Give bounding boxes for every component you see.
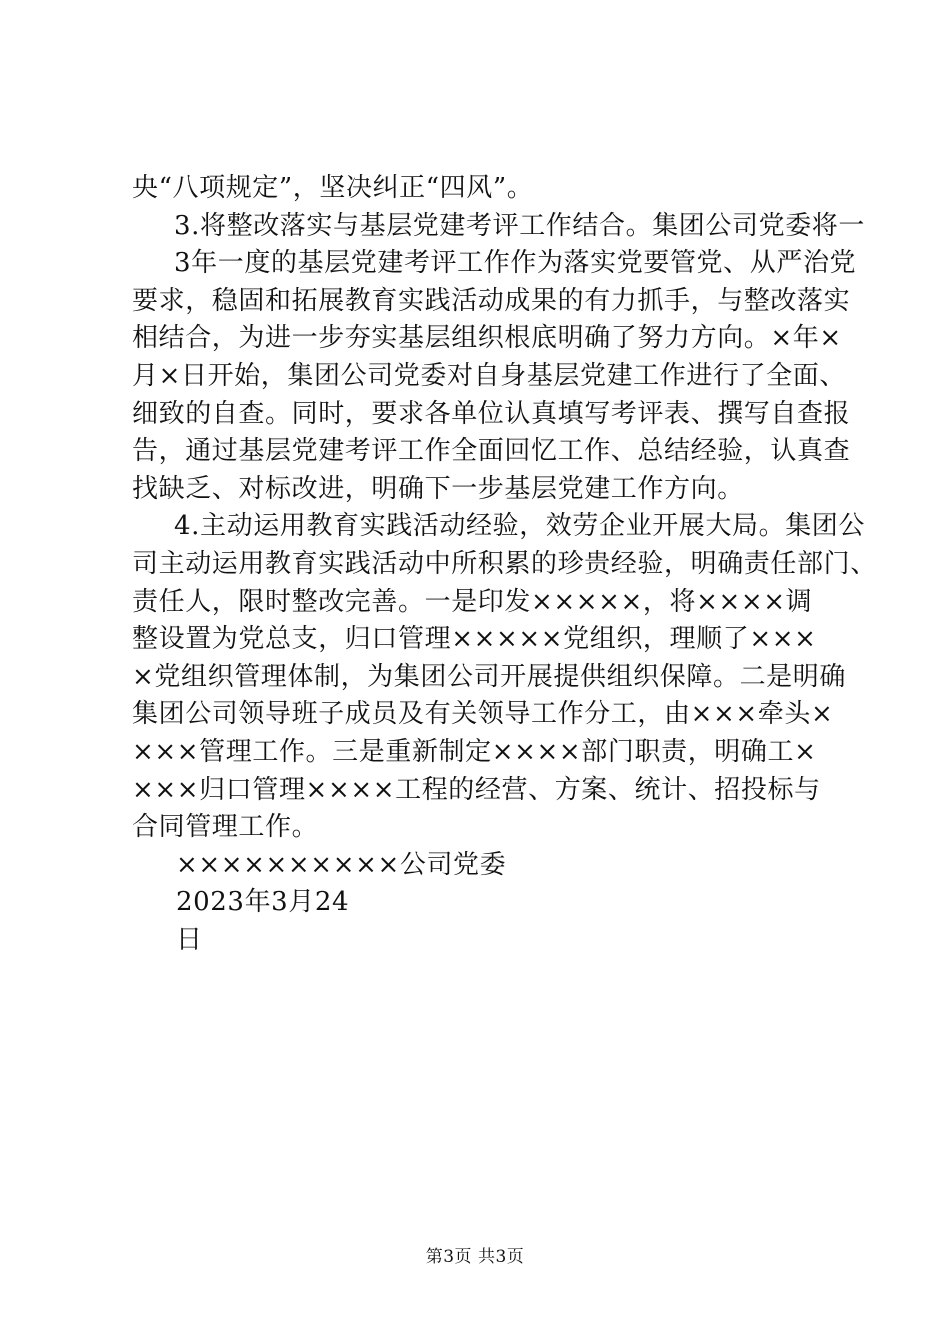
paragraph-3-heading-line: 3.将整改落实与基层党建考评工作结合。集团公司党委将一 — [174, 210, 866, 241]
signature-line: ××××××××××公司党委 — [176, 849, 507, 880]
text-line: ×党组织管理体制，为集团公司开展提供组织保障。二是明确 — [132, 661, 846, 692]
text-line: 3年一度的基层党建考评工作作为落实党要管党、从严治党 — [174, 248, 857, 279]
text-line: 集团公司领导班子成员及有关领导工作分工，由×××牵头× — [132, 699, 834, 730]
text-line: ×××归口管理××××工程的经营、方案、统计、招投标与 — [132, 774, 821, 805]
document-body — [132, 170, 877, 959]
text-line: 月×日开始，集团公司党委对自身基层党建工作进行了全面、 — [132, 360, 846, 391]
text-line: ×××管理工作。三是重新制定××××部门职责，明确工× — [132, 736, 817, 767]
text-line: 相结合，为进一步夯实基层组织根底明确了努力方向。×年× — [132, 323, 842, 354]
text-line: 细致的自查。同时，要求各单位认真填写考评表、撰写自查报 — [132, 398, 851, 429]
paragraph-4-heading-line: 4.主动运用教育实践活动经验，效劳企业开展大局。集团公 — [174, 511, 866, 542]
date-line: 2023年3月24 — [176, 887, 350, 918]
text-line: 合同管理工作。 — [132, 812, 319, 843]
text-line: 找缺乏、对标改进，明确下一步基层党建工作方向。 — [132, 473, 744, 504]
text-line: 告，通过基层党建考评工作全面回忆工作、总结经验，认真查 — [132, 436, 851, 467]
text-line: 责任人，限时整改完善。一是印发×××××，将××××调 — [132, 586, 813, 617]
text-line: 要求，稳固和拓展教育实践活动成果的有力抓手，与整改落实 — [132, 285, 851, 316]
page-footer: 第3页 共3页 — [425, 1247, 525, 1267]
text-line: 整设置为党总支，归口管理×××××党组织，理顺了××× — [132, 624, 817, 655]
text-line: 司主动运用教育实践活动中所积累的珍贵经验，明确责任部门、 — [132, 548, 877, 579]
date-day-line: 日 — [176, 924, 203, 955]
text-line: 央“八项规定”，坚决纠正“四风”。 — [132, 173, 534, 203]
